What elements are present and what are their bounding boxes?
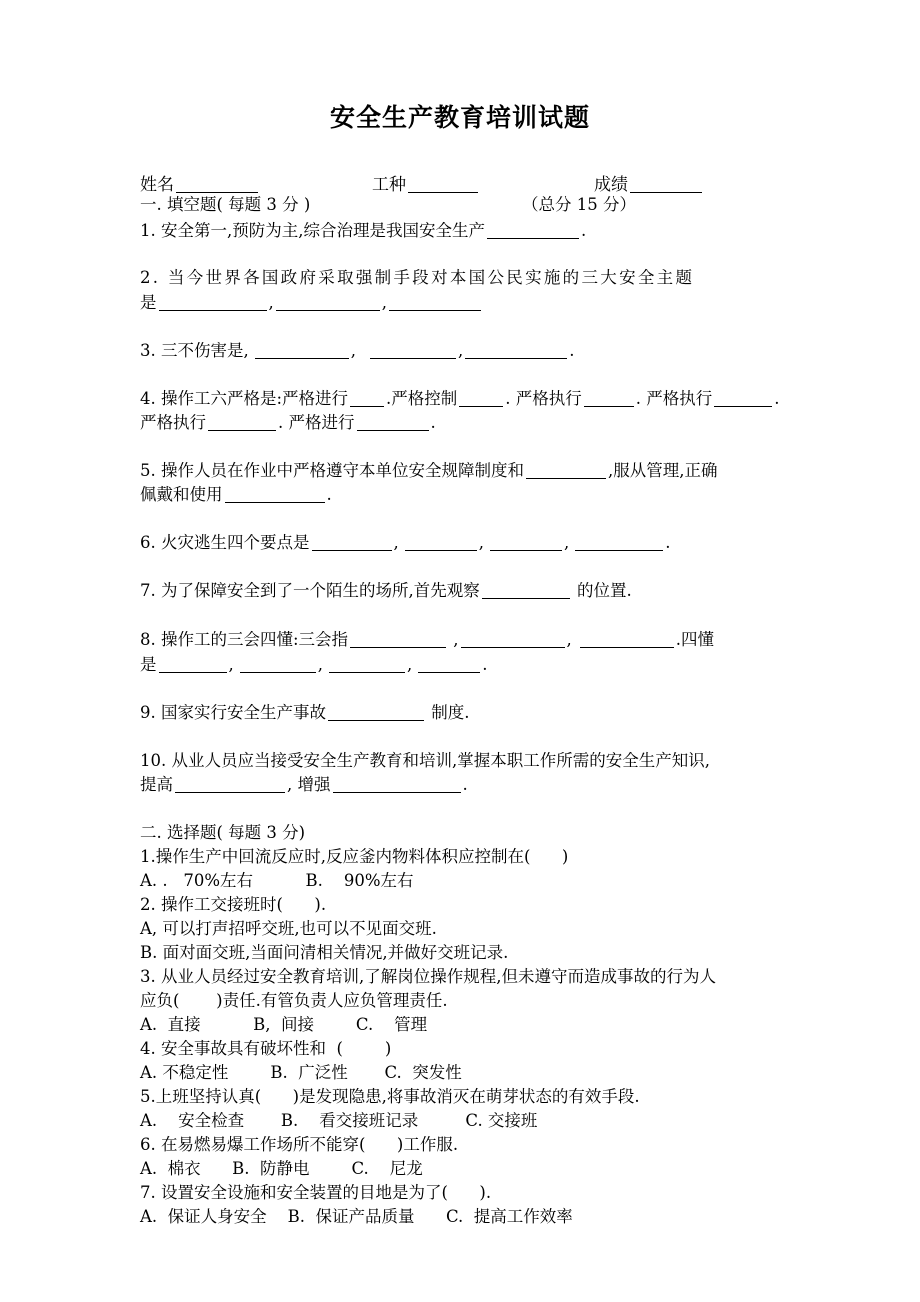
q6-blank-4 [575,533,663,551]
q10-mid: , 增强 [287,775,331,794]
question-7 [140,580,632,602]
q2-blank-2 [276,293,380,311]
q6-sep-1: , [393,533,399,552]
mc-line: 3. 从业人员经过安全教育培训,了解岗位操作规程,但未遵守而造成事故的行为人 [140,967,716,986]
q3-sep-1: , [350,341,356,360]
q8-d: .四懂 [675,630,715,649]
mc-line: 7. 设置安全设施和安全装置的目地是为了( ). [140,1183,492,1202]
q10-blank-1 [175,775,285,793]
section1-total-text: （总分 15 分） [522,195,636,214]
score-field [594,170,704,195]
question-5-line2 [140,484,332,506]
q8-c: , [566,630,572,649]
mc-line: 5.上班坚持认真( )是发现隐患,将事故消灭在萌芽状态的有效手段. [140,1087,640,1106]
page-title: 安全生产教育培训试题 [329,103,590,132]
q2-blank-3 [389,293,481,311]
q10-end: . [462,775,468,794]
q6-blank-1 [312,533,392,551]
question-6 [140,532,671,554]
q4-b: .严格控制 [386,389,458,408]
mc-line: A. 安全检查 B. 看交接班记录 C. 交接班 [140,1111,538,1130]
question-10-line2 [140,774,468,796]
q4-g: . [430,413,436,432]
question-9 [140,702,470,724]
section1-heading-text: 一. 填空题( 每题 3 分 ) [140,195,311,214]
q8-text: 8. 操作工的三会四懂:三会指 [140,630,349,649]
q8-blank-3 [580,630,674,648]
q4-text: 4. 操作工六严格是:严格进行 [140,389,349,408]
q8-sep-2: , [317,655,323,674]
q6-sep-3: , [564,533,570,552]
job-label: 工种 [372,175,406,195]
q3-end: . [569,341,575,360]
section1-heading [140,194,310,216]
q5-blank-2 [225,485,325,503]
mc-line: A. 直接 B, 间接 C. 管理 [140,1015,428,1034]
q2-prefix: 是 [140,293,157,312]
section1-total [522,194,636,216]
question-3 [140,340,574,362]
mc-line: A. . 70%左右 B. 90%左右 [140,871,414,890]
question-4-line2 [140,412,436,434]
name-field [140,170,260,195]
q4-blank-2 [459,389,503,407]
q6-blank-3 [490,533,562,551]
mc-line: 4. 安全事故具有破坏性和 ( ) [140,1039,392,1058]
mc-line: B. 面对面交班,当面问清相关情况,并做好交班记录. [140,943,509,962]
q7-end: 的位置. [571,581,632,600]
q8-blank-6 [329,655,405,673]
q5-b: ,服从管理,正确 [608,461,718,480]
question-2-line1 [140,267,694,289]
q10-prefix: 提高 [140,775,173,794]
section2-heading [140,822,305,844]
q4-e: . [774,389,780,408]
question-4-line1 [140,388,780,410]
question-1 [140,220,586,242]
q8-b: , [448,630,459,649]
name-blank [176,175,258,193]
q6-sep-2: , [478,533,484,552]
job-field [372,170,480,195]
mc-line: 2. 操作工交接班时( ). [140,895,327,914]
q5-text: 5. 操作人员在作业中严格遵守本单位安全规障制度和 [140,461,524,480]
q8-blank-1 [350,630,446,648]
question-8-line2 [140,654,488,676]
q4-d: . 严格执行 [635,389,713,408]
q1-end: . [580,221,587,240]
q5-end: . [326,485,332,504]
mc-line: A, 可以打声招呼交班,也可以不见面交班. [140,919,437,938]
q8-blank-4 [159,655,227,673]
question-10-line1 [140,750,710,772]
q4-c: . 严格执行 [505,389,582,408]
q8-blank-7 [418,655,480,673]
q5-blank-1 [526,461,606,479]
q8-end: . [482,655,488,674]
q9-blank [328,703,424,721]
q4-f: . 严格进行 [278,413,355,432]
q10-blank-2 [333,775,461,793]
q4-blank-6 [357,413,429,431]
q2-blank-1 [159,293,267,311]
q4-blank-3 [584,389,634,407]
q8-blank-5 [240,655,316,673]
q7-text: 7. 为了保障安全到了一个陌生的场所,首先观察 [140,581,480,600]
question-8-line1 [140,629,714,651]
q3-text: 3. 三不伤害是, [140,341,249,360]
q3-blank-3 [465,341,567,359]
question-5-line1 [140,460,718,482]
q4-line2: 严格执行 [140,413,206,432]
q6-text: 6. 火灾逃生四个要点是 [140,533,310,552]
mc-line: A. 棉衣 B. 防静电 C. 尼龙 [140,1159,423,1178]
mc-line: A. 不稳定性 B. 广泛性 C. 突发性 [140,1063,462,1082]
q8-sep-1: , [228,655,234,674]
mc-line: A. 保证人身安全 B. 保证产品质量 C. 提高工作效率 [140,1207,573,1226]
score-label: 成绩 [594,175,628,195]
q3-blank-2 [370,341,456,359]
q7-blank [482,581,570,599]
score-blank [630,175,702,193]
q2-sep-1: , [268,293,274,312]
q5-line2: 佩戴和使用 [140,485,223,504]
mc-line: 应负( )责任.有管负责人应负管理责任. [140,991,448,1010]
q6-end: . [665,533,671,552]
q4-blank-4 [714,389,772,407]
q1-blank [487,221,579,239]
section2-heading-text: 二. 选择题( 每题 3 分) [140,823,306,842]
question-2-line2 [140,292,483,314]
q8-line2: 是 [140,655,157,674]
q9-end: 制度. [426,703,470,722]
name-label: 姓名 [140,175,174,195]
q10-text: 10. 从业人员应当接受安全生产教育和培训,掌握本职工作所需的安全生产知识, [140,751,710,770]
mc-line: 1.操作生产中回流反应时,反应釜内物料体积应控制在( ) [140,847,569,866]
q8-sep-3: , [407,655,413,674]
mc-line: 6. 在易燃易爆工作场所不能穿( )工作服. [140,1135,459,1154]
q3-blank-1 [255,341,349,359]
q2-sep-2: , [381,293,387,312]
q2-text: 2. 当今世界各国政府采取强制手段对本国公民实施的三大安全主题 [140,268,695,287]
q4-blank-5 [208,413,276,431]
q1-text: 1. 安全第一,预防为主,综合治理是我国安全生产 [140,221,485,240]
q9-text: 9. 国家实行安全生产事故 [140,703,326,722]
job-blank [408,175,478,193]
q8-blank-2 [461,630,565,648]
q3-sep-2: , [457,341,464,360]
q6-blank-2 [405,533,477,551]
q4-blank-1 [350,389,384,407]
